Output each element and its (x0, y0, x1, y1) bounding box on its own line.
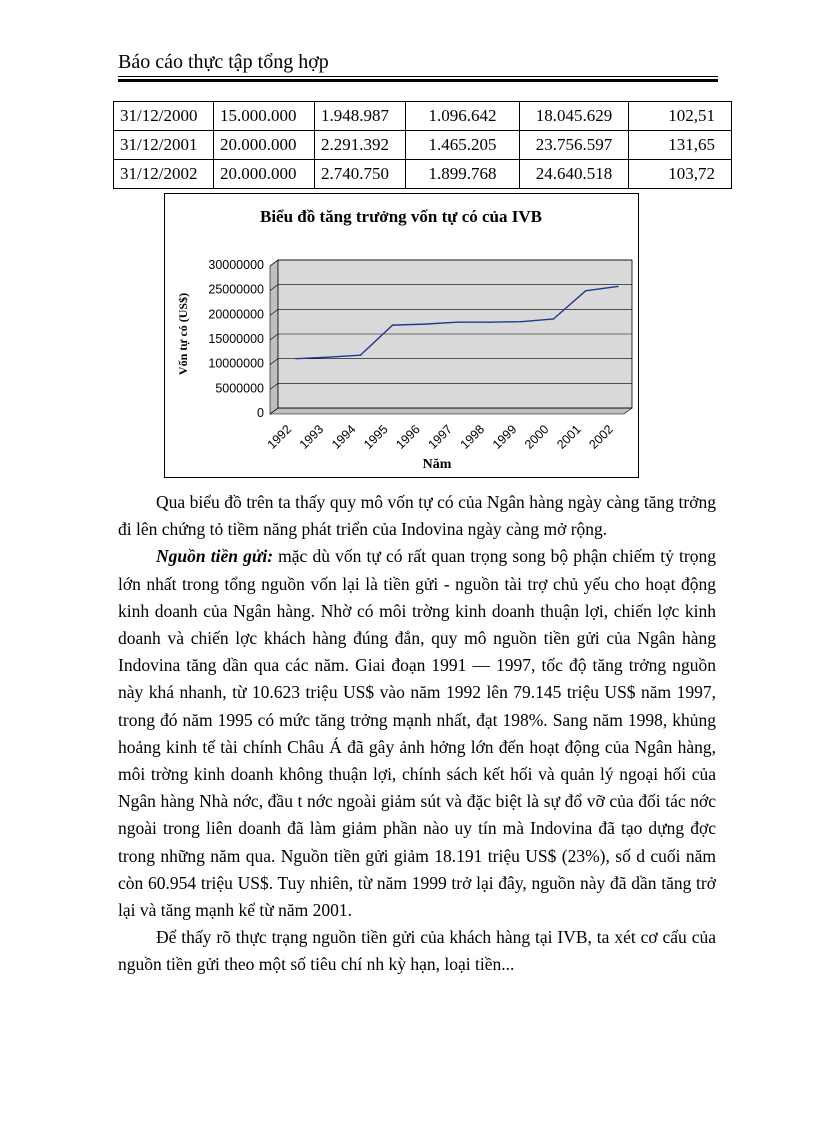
table-cell: 1.096.642 (406, 102, 520, 131)
y-tick-label: 15000000 (208, 332, 264, 346)
table-row (114, 160, 732, 189)
data-point (392, 324, 394, 326)
page-header-title: Báo cáo thực tập tổng hợp (118, 51, 329, 73)
y-axis-title: Vốn tự có (US$) (176, 292, 190, 376)
data-point (553, 318, 555, 320)
table-cell: 31/12/2001 (114, 131, 214, 160)
table-cell: 31/12/2000 (114, 102, 214, 131)
data-point (585, 290, 587, 292)
x-axis-title: Năm (422, 457, 452, 472)
y-tick-label: 20000000 (208, 307, 264, 322)
plot-floor (270, 408, 632, 414)
y-tick-label: 0 (257, 406, 264, 420)
data-point (295, 358, 297, 360)
paragraph-chart-summary: Qua biểu đồ trên ta thấy quy mô vốn tự có của Ngân hàng ngày càng tăng trởng đi lên chứng tỏ tiềm năng phát triển của Indovina ngày càng mở rộng. (118, 492, 716, 540)
data-point (360, 354, 362, 356)
y-tick-label: 25000000 (208, 282, 264, 297)
y-tick-label: 30000000 (208, 258, 264, 272)
table-cell: 102,51 (629, 102, 732, 131)
x-tick-label: 1992 (264, 422, 295, 452)
data-point (327, 356, 329, 358)
data-point (456, 321, 458, 323)
y-tick-label: 10000000 (208, 356, 264, 371)
header-rule-thick (118, 79, 718, 82)
x-tick-label: 1996 (393, 422, 423, 452)
x-tick-label: 1994 (328, 422, 359, 452)
data-point (488, 321, 490, 323)
table-cell: 1.465.205 (406, 131, 520, 160)
table-cell: 131,65 (629, 131, 732, 160)
paragraph-deposits (118, 543, 716, 924)
table-cell: 18.045.629 (520, 102, 629, 131)
table-cell: 20.000.000 (214, 131, 315, 160)
table-cell: 20.000.000 (214, 160, 315, 189)
data-point (520, 321, 522, 323)
x-tick-label: 1998 (457, 422, 488, 452)
deposits-text: mặc dù vốn tự có rất quan trọng song bộ phận chiếm tỷ trọng lớn nhất trong tổng nguồn vốn lại là tiền gửi - nguồn tài trợ chủ yếu cho hoạt động kinh doanh của Ngân hàng. Nhờ có môi trờng kinh doanh thuận lợi, chiến lợc kinh doanh và chiến lợc khách hàng đúng đắn, quy mô nguồn tiền gửi của Ngân hàng Indovina tăng dần qua các năm. Giai đoạn 1991 — 1997, tốc độ tăng trởng nguồn này khá nhanh, từ 10.623 triệu US$ vào năm 1992 lên 79.145 triệu US$ năm 1997, trong đó năm 1995 có mức tăng trởng mạnh nhất, đạt 198%. Sang năm 1998, khủng hoảng kinh tế tài chính Châu Á đã gây ảnh hởng lớn đến hoạt động của Ngân hàng, môi trờng kinh doanh không thuận lợi, chính sách kết hối và quản lý ngoại hối của Ngân hàng Nhà nớc, đầu t nớc ngoài giảm sút và đặc biệt là sự đổ vỡ của đối tác nớc ngoài trong liên doanh đã làm giảm phần nào uy tín mà Indovina đã tạo dựng đợc trong những năm qua. Nguồn tiền gửi giảm 18.191 triệu US$ (23%), số d cuối năm còn 60.954 triệu US$. Tuy nhiên, từ năm 1999 trở lại đây, nguồn này đã dần tăng trở lại và tăng mạnh kể từ năm 2001. (118, 546, 716, 921)
table-row (114, 102, 732, 131)
y-tick-label: 5000000 (215, 381, 264, 396)
x-tick-label: 1997 (425, 422, 456, 452)
table-cell: 2.740.750 (315, 160, 406, 189)
header-rule-thin (118, 76, 718, 77)
chart-svg (165, 194, 638, 477)
table-cell: 31/12/2002 (114, 160, 214, 189)
capital-growth-chart (164, 193, 639, 478)
data-point (617, 286, 619, 288)
table-cell: 103,72 (629, 160, 732, 189)
paragraph-structure: Để thấy rõ thực trạng nguồn tiền gửi của khách hàng tại IVB, ta xét cơ cấu của nguồn tiền gửi theo một số tiêu chí nh kỳ hạn, loại tiền... (118, 927, 716, 975)
x-tick-label: 2002 (586, 422, 616, 452)
x-tick-label: 1993 (296, 422, 327, 452)
table-cell: 15.000.000 (214, 102, 315, 131)
table-cell: 24.640.518 (520, 160, 629, 189)
table-cell: 1.899.768 (406, 160, 520, 189)
table-cell: 23.756.597 (520, 131, 629, 160)
table-cell: 2.291.392 (315, 131, 406, 160)
table-cell: 1.948.987 (315, 102, 406, 131)
deposits-term: Nguồn tiền gửi: (156, 546, 274, 567)
x-tick-label: 1999 (489, 422, 520, 452)
x-tick-label: 2001 (554, 422, 584, 452)
capital-table (113, 101, 732, 189)
body-text (118, 489, 716, 979)
chart-title: Biểu đồ tăng trưởng vốn tự có của IVB (259, 207, 543, 226)
table-row (114, 131, 732, 160)
x-tick-label: 1995 (361, 422, 391, 452)
data-point (424, 323, 426, 325)
x-tick-label: 2000 (522, 422, 552, 452)
